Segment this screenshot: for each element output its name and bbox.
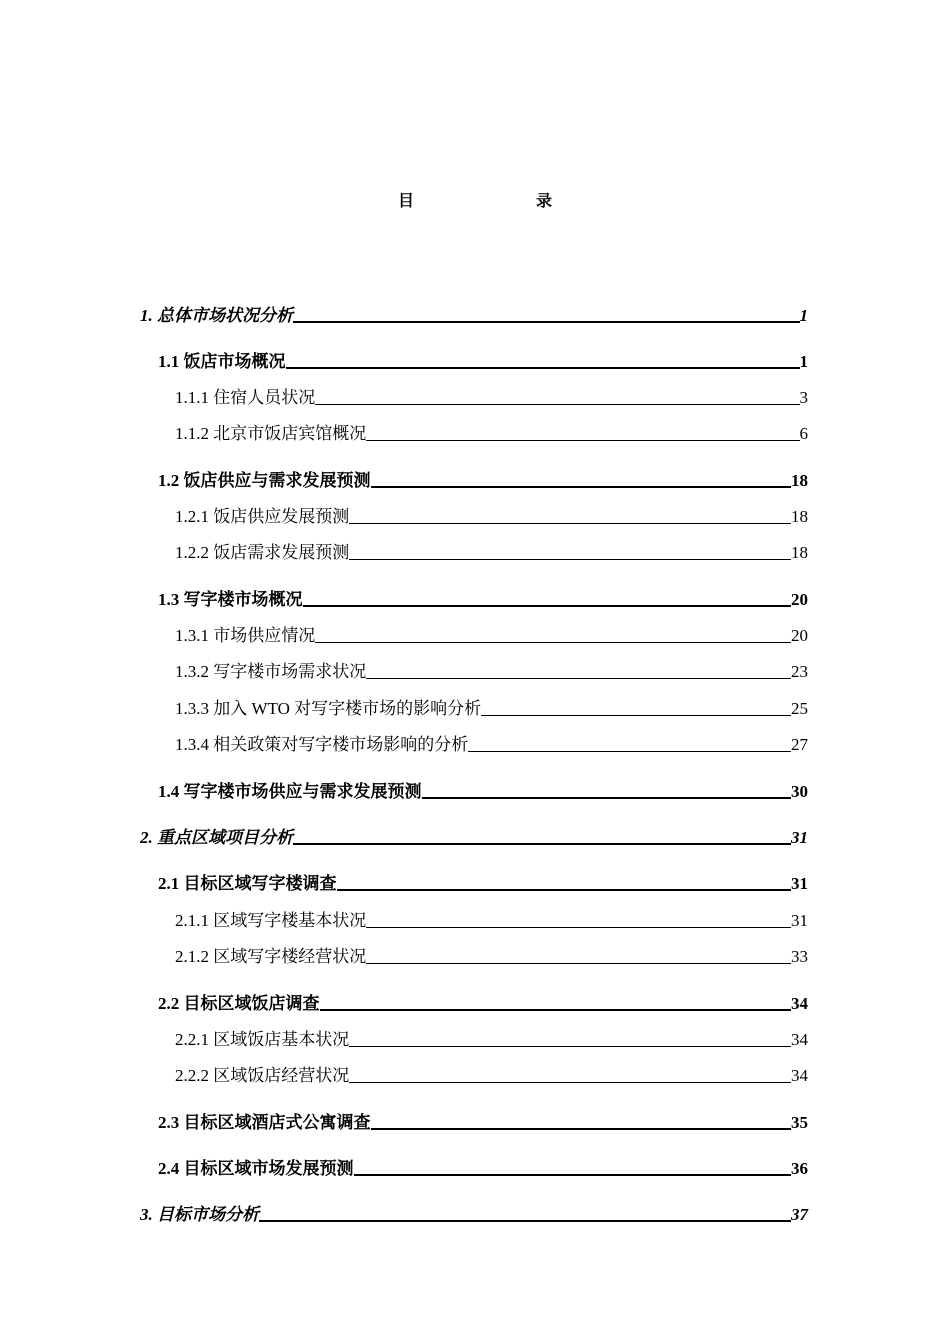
toc-entry-2-2-2[interactable] [175, 1062, 808, 1086]
toc-entry-label: 2. 重点区域项目分析 [140, 828, 293, 847]
toc-entry-label: 2.1.2 区域写字楼经营状况 [175, 947, 367, 966]
toc-entry-3[interactable] [140, 1201, 808, 1225]
toc-entry-page: 1 [799, 352, 808, 371]
toc-entry-1-3-4[interactable] [175, 731, 808, 755]
toc-entry-page: 18 [791, 507, 808, 526]
toc-leader-line [422, 796, 792, 799]
toc-leader-line [293, 842, 791, 845]
toc-leader-line [320, 1008, 792, 1011]
toc-entry-label: 1.4 写字楼市场供应与需求发展预测 [158, 782, 422, 801]
toc-entry-label: 2.2.2 区域饭店经营状况 [175, 1066, 350, 1085]
toc-entry-label: 1.2.1 饭店供应发展预测 [175, 507, 350, 526]
toc-leader-line [481, 714, 791, 716]
toc-entry-page: 31 [791, 911, 808, 930]
toc-entry-label: 1.1 饭店市场概况 [158, 352, 286, 371]
toc-entry-1-2-2[interactable] [175, 539, 808, 563]
page-title: 目 录 [397, 193, 582, 210]
toc-entry-page: 27 [791, 735, 808, 754]
toc-entry-label: 1.3.3 加入 WTO 对写字楼市场的影响分析 [175, 699, 482, 718]
toc-entry-2[interactable] [140, 824, 808, 848]
toc-entry-label: 1.3 写字楼市场概况 [158, 590, 303, 609]
toc-leader-line [371, 1127, 792, 1130]
toc-entry-page: 23 [791, 662, 808, 681]
toc-entry-2-1[interactable] [158, 870, 808, 894]
toc-entry-2-3[interactable] [158, 1109, 808, 1133]
toc-entry-label: 1.3.2 写字楼市场需求状况 [175, 662, 367, 681]
toc-entry-label: 2.3 目标区域酒店式公寓调查 [158, 1113, 371, 1132]
toc-entry-2-4[interactable] [158, 1155, 808, 1179]
toc-entry-page: 31 [791, 828, 808, 847]
toc-leader-line [315, 641, 791, 643]
toc-entry-label: 2.4 目标区域市场发展预测 [158, 1159, 354, 1178]
toc-entry-page: 34 [791, 1030, 808, 1049]
toc-entry-page: 33 [791, 947, 808, 966]
toc-leader-line [259, 1219, 791, 1222]
toc-entry-page: 1 [799, 306, 808, 325]
toc-entry-page: 20 [791, 590, 808, 609]
toc-leader-line [349, 1045, 791, 1047]
toc-entry-label: 1.3.1 市场供应情况 [175, 626, 316, 645]
toc-entry-2-1-2[interactable] [175, 943, 808, 967]
toc-leader-line [349, 558, 791, 560]
toc-entry-page: 25 [791, 699, 808, 718]
toc-entry-page: 31 [791, 874, 808, 893]
toc-entry-label: 1.1.1 住宿人员状况 [175, 388, 316, 407]
toc-entry-1-3[interactable] [158, 586, 808, 610]
toc-entry-1-3-2[interactable] [175, 658, 808, 682]
toc-entry-page: 30 [791, 782, 808, 801]
toc-leader-line [337, 888, 792, 891]
toc-entry-label: 1.3.4 相关政策对写字楼市场影响的分析 [175, 735, 469, 754]
toc-leader-line [293, 320, 800, 323]
toc-entry-label: 2.1.1 区域写字楼基本状况 [175, 911, 367, 930]
toc-leader-line [286, 366, 800, 369]
toc-entry-1-1-1[interactable] [175, 384, 808, 408]
toc-entry-2-2-1[interactable] [175, 1026, 808, 1050]
toc-entry-1-2[interactable] [158, 467, 808, 491]
toc-entry-page: 35 [791, 1113, 808, 1132]
toc-entry-1-2-1[interactable] [175, 503, 808, 527]
toc-entry-label: 2.2.1 区域饭店基本状况 [175, 1030, 350, 1049]
toc-entry-page: 18 [791, 471, 808, 490]
toc-entry-page: 3 [799, 388, 808, 407]
toc-entry-label: 1.1.2 北京市饭店宾馆概况 [175, 424, 367, 443]
toc-entry-page: 6 [799, 424, 808, 443]
toc-entry-1-1-2[interactable] [175, 420, 808, 444]
toc-entry-label: 2.2 目标区域饭店调查 [158, 994, 320, 1013]
toc-entry-page: 36 [791, 1159, 808, 1178]
toc-leader-line [349, 522, 791, 524]
toc-entry-page: 34 [791, 994, 808, 1013]
toc-entry-label: 1.2.2 饭店需求发展预测 [175, 543, 350, 562]
toc-leader-line [468, 750, 791, 752]
toc-entry-1-1[interactable] [158, 348, 808, 372]
toc-entry-label: 2.1 目标区域写字楼调查 [158, 874, 337, 893]
toc-entry-1[interactable] [140, 302, 808, 326]
toc-entry-1-3-3[interactable] [175, 695, 808, 719]
toc-leader-line [371, 485, 792, 488]
toc-entry-page: 37 [791, 1205, 808, 1224]
toc-entry-2-1-1[interactable] [175, 907, 808, 931]
toc-leader-line [366, 962, 791, 964]
toc-leader-line [349, 1081, 791, 1083]
toc-leader-line [366, 439, 799, 441]
toc-leader-line [366, 677, 791, 679]
toc-entry-page: 18 [791, 543, 808, 562]
toc-entry-label: 1. 总体市场状况分析 [140, 306, 293, 325]
toc-entry-1-4[interactable] [158, 778, 808, 802]
toc-leader-line [303, 604, 792, 607]
toc-entry-1-3-1[interactable] [175, 622, 808, 646]
toc-leader-line [354, 1173, 792, 1176]
toc-entry-2-2[interactable] [158, 990, 808, 1014]
toc-entry-label: 3. 目标市场分析 [140, 1205, 259, 1224]
toc-leader-line [366, 926, 791, 928]
toc-leader-line [315, 403, 799, 405]
toc-entry-label: 1.2 饭店供应与需求发展预测 [158, 471, 371, 490]
toc-entry-page: 34 [791, 1066, 808, 1085]
toc-entry-page: 20 [791, 626, 808, 645]
